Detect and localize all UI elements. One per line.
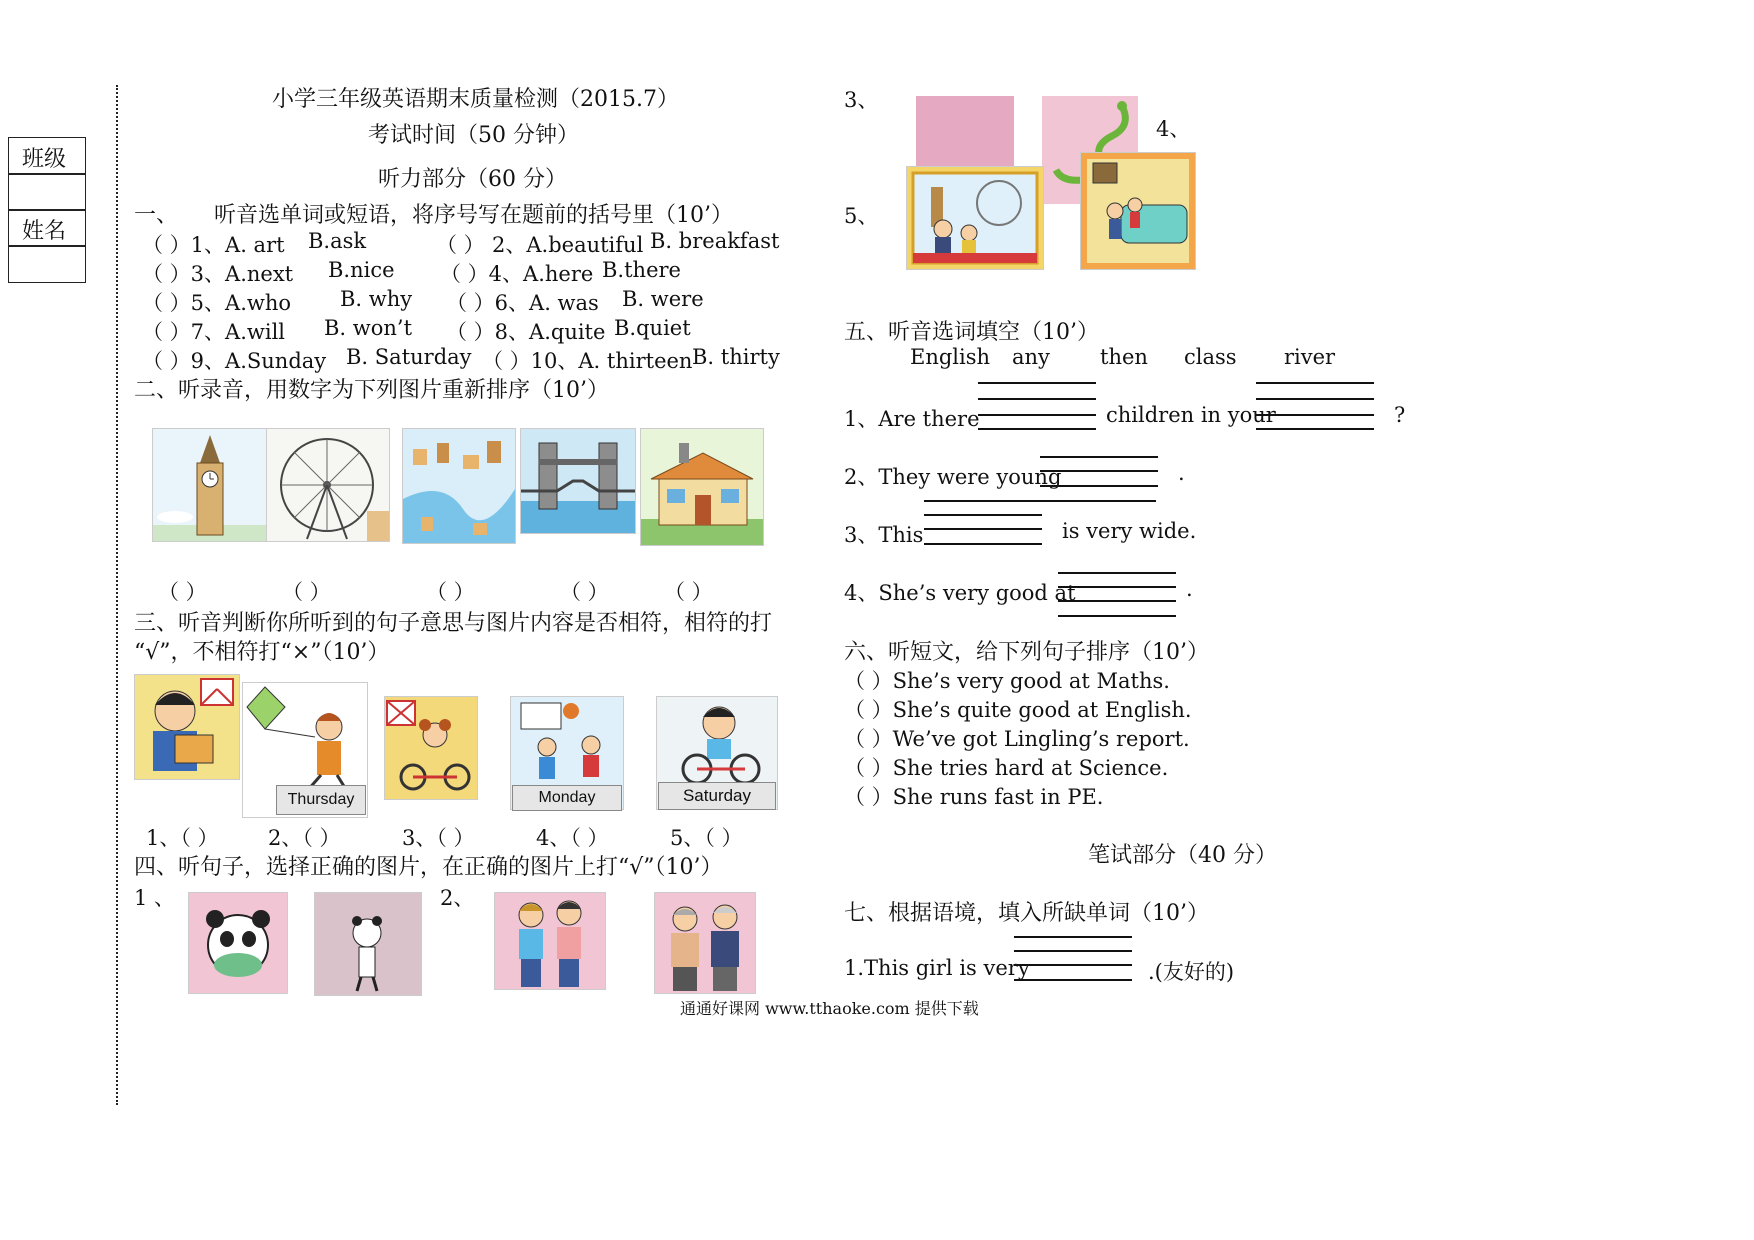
s5-q3-start: 3、This	[844, 523, 924, 547]
s5-q4-blank-line2[interactable]	[1058, 586, 1176, 588]
s5-q2-blank-line2[interactable]	[1040, 470, 1158, 472]
s1-title-num: 一、	[134, 203, 179, 228]
s6-item-1[interactable]: （ ）She’s very good at Maths.	[844, 669, 1170, 693]
fat-panda-icon	[189, 893, 287, 993]
city-map-icon	[403, 429, 515, 543]
s5-title: 五、听音选词填空（10’）	[844, 320, 1099, 345]
s2-bracket-1[interactable]: （ ）	[158, 580, 207, 604]
name-label: 姓名	[22, 219, 67, 244]
s3-answer-4[interactable]: 4、（ ）	[536, 826, 609, 850]
s5-q3-blank-line2[interactable]	[924, 514, 1042, 516]
old-people-image[interactable]	[654, 892, 756, 994]
s4-num-3: 3、	[844, 88, 879, 112]
s3-answer-1[interactable]: 1、（ ）	[146, 826, 219, 850]
s5-q1-blank1-line1[interactable]	[978, 382, 1096, 384]
s1-r3-d: B. were	[622, 287, 704, 311]
s5-q4-blank-line1[interactable]	[1058, 572, 1176, 574]
s5-q1-blank1-line3[interactable]	[978, 414, 1096, 416]
tower-bridge-icon	[521, 429, 635, 533]
s2-bracket-5[interactable]: （ ）	[664, 580, 713, 604]
old-people-icon	[655, 893, 755, 993]
s1-r1-b: B.ask	[308, 229, 367, 253]
house-image	[640, 428, 764, 546]
fair-scene-icon	[907, 167, 1043, 269]
s2-bracket-3[interactable]: （ ）	[426, 580, 475, 604]
s4-num-5: 5、	[844, 204, 879, 228]
s3-title-line2: “√”，不相符打“×”（10’）	[134, 640, 390, 665]
s5-q1-start: 1、Are there	[844, 407, 980, 431]
s5-word-any: any	[1012, 345, 1050, 369]
s5-q1-blank1-line2[interactable]	[978, 398, 1096, 400]
s5-q1-blank2-line3[interactable]	[1256, 414, 1374, 416]
s5-word-english: English	[910, 345, 991, 369]
s5-q2-end: .	[1178, 461, 1185, 485]
s5-word-then: then	[1100, 345, 1148, 369]
s1-r2-c: （ ）4、A.here	[440, 262, 594, 286]
s1-r5-d: B. thirty	[692, 345, 780, 369]
s4-title: 四、听句子，选择正确的图片，在正确的图片上打“√”（10’）	[134, 855, 723, 880]
big-ben-image	[152, 428, 268, 542]
s1-r5-a: （ ）9、A.Sunday	[142, 349, 327, 373]
monday-caption: Monday	[512, 785, 622, 811]
s3-title-line1: 三、听音判断你所听到的句子意思与图片内容是否相符，相符的打	[134, 611, 773, 636]
s1-r4-a: （ ）7、A.will	[142, 320, 286, 344]
s1-r2-b: B.nice	[328, 258, 395, 282]
s1-title: 听音选单词或短语，将序号写在题前的括号里（10’）	[214, 203, 733, 228]
s3-answer-2[interactable]: 2、（ ）	[268, 826, 341, 850]
s1-r5-b: B. Saturday	[346, 345, 472, 369]
s6-item-3[interactable]: （ ）We’ve got Lingling’s report.	[844, 727, 1190, 751]
ferris-wheel-image	[266, 428, 390, 542]
living-room-image[interactable]	[1080, 152, 1196, 270]
boy-reading-icon	[135, 675, 239, 779]
house-icon	[641, 429, 763, 545]
s5-q3-blank-line4[interactable]	[924, 543, 1042, 545]
pink-card-image[interactable]	[916, 96, 1014, 168]
s3-answer-3[interactable]: 3、（ ）	[402, 826, 475, 850]
exam-title: 小学三年级英语期末质量检测（2015.7）	[272, 87, 679, 112]
s5-q1-blank1-line4[interactable]	[978, 428, 1096, 430]
s5-q1-blank2-line4[interactable]	[1256, 428, 1374, 430]
s5-q1-blank2-line1[interactable]	[1256, 382, 1374, 384]
s5-q4-blank-line4[interactable]	[1058, 615, 1176, 617]
s4-num-4: 4、	[1156, 117, 1191, 141]
s1-r3-a: （ ）5、A.who	[142, 291, 292, 315]
s1-r1-d: 2、A.beautiful	[492, 233, 644, 257]
s4-num-2: 2、	[440, 886, 475, 910]
s1-r1-a: （ ）1、A. art	[142, 233, 285, 257]
thin-panda-image[interactable]	[314, 892, 422, 996]
ferris-wheel-icon	[267, 429, 389, 541]
s1-r3-b: B. why	[340, 287, 413, 311]
s1-r4-c: （ ）8、A.quite	[446, 320, 606, 344]
class-label: 班级	[22, 147, 67, 172]
s1-r2-d: B.there	[602, 258, 681, 282]
big-ben-icon	[153, 429, 267, 541]
s1-r4-d: B.quiet	[614, 316, 691, 340]
thursday-caption: Thursday	[276, 785, 366, 815]
class-input-box[interactable]	[8, 173, 86, 211]
saturday-caption: Saturday	[658, 782, 776, 810]
s2-bracket-2[interactable]: （ ）	[282, 580, 331, 604]
boy-reading-image	[134, 674, 240, 780]
s5-q2-start: 2、They were young	[844, 465, 1062, 489]
s5-word-class: class	[1184, 345, 1237, 369]
thin-panda-icon	[315, 893, 421, 995]
s6-item-2[interactable]: （ ）She’s quite good at English.	[844, 698, 1192, 722]
s7-title: 七、根据语境，填入所缺单词（10’）	[844, 901, 1209, 926]
s1-r2-a: （ ）3、A.next	[142, 262, 294, 286]
s7-q1-start: 1.This girl is very	[844, 956, 1030, 980]
s6-title: 六、听短文，给下列句子排序（10’）	[844, 640, 1209, 665]
young-men-image[interactable]	[494, 892, 606, 990]
s1-r4-b: B. won’t	[324, 316, 413, 340]
footer-download-note: 通通好课网 www.tthaoke.com 提供下载	[680, 999, 979, 1018]
s5-q1-middle: children in your	[1106, 403, 1276, 427]
young-men-icon	[495, 893, 605, 989]
s4-num-1: 1 、	[134, 886, 176, 910]
s1-r5-c: （ ）10、A. thirteen	[482, 349, 693, 373]
s5-q1-end: ?	[1394, 403, 1406, 427]
s2-title: 二、听录音，用数字为下列图片重新排序（10’）	[134, 378, 609, 403]
london-city-image	[402, 428, 516, 544]
s1-r3-c: （ ）6、A. was	[446, 291, 599, 315]
listening-heading: 听力部分（60 分）	[378, 167, 567, 192]
s6-item-4[interactable]: （ ）She tries hard at Science.	[844, 756, 1169, 780]
s7-q1-blank-line1[interactable]	[1014, 936, 1132, 938]
girl-bike-icon	[385, 697, 477, 799]
s7-q1-blank-line3[interactable]	[1014, 964, 1132, 966]
s5-q3-blank-line3[interactable]	[924, 528, 1042, 530]
s5-q1-blank2-line2[interactable]	[1256, 398, 1374, 400]
s7-q1-blank-line2[interactable]	[1014, 950, 1132, 952]
binding-dotted-line	[116, 85, 118, 1105]
s7-q1-end: .(友好的)	[1148, 960, 1235, 984]
fair-scene-image[interactable]	[906, 166, 1044, 270]
s5-q2-blank-line3[interactable]	[1040, 485, 1158, 487]
living-room-icon	[1081, 153, 1195, 269]
written-heading: 笔试部分（40 分）	[1088, 843, 1277, 868]
s5-q3-blank-line1[interactable]	[924, 500, 1156, 502]
s7-q1-blank-line4[interactable]	[1014, 979, 1132, 981]
s5-q2-blank-line1[interactable]	[1040, 456, 1158, 458]
s1-r1-c: （ ）	[436, 233, 485, 257]
tower-bridge-image	[520, 428, 636, 534]
s6-item-5[interactable]: （ ）She runs fast in PE.	[844, 785, 1104, 809]
exam-time: 考试时间（50 分钟）	[368, 123, 579, 148]
fat-panda-image[interactable]	[188, 892, 288, 994]
s5-q3-end: is very wide.	[1062, 519, 1197, 543]
s5-q4-blank-line3[interactable]	[1058, 600, 1176, 602]
s2-bracket-4[interactable]: （ ）	[560, 580, 609, 604]
s3-answer-5[interactable]: 5、（ ）	[670, 826, 743, 850]
s5-q4-end: .	[1186, 577, 1193, 601]
s5-word-river: river	[1284, 345, 1336, 369]
s5-q4-start: 4、She’s very good at	[844, 581, 1076, 605]
name-input-box[interactable]	[8, 245, 86, 283]
girl-bike-image	[384, 696, 478, 800]
s1-r1-e: B. breakfast	[650, 229, 780, 253]
